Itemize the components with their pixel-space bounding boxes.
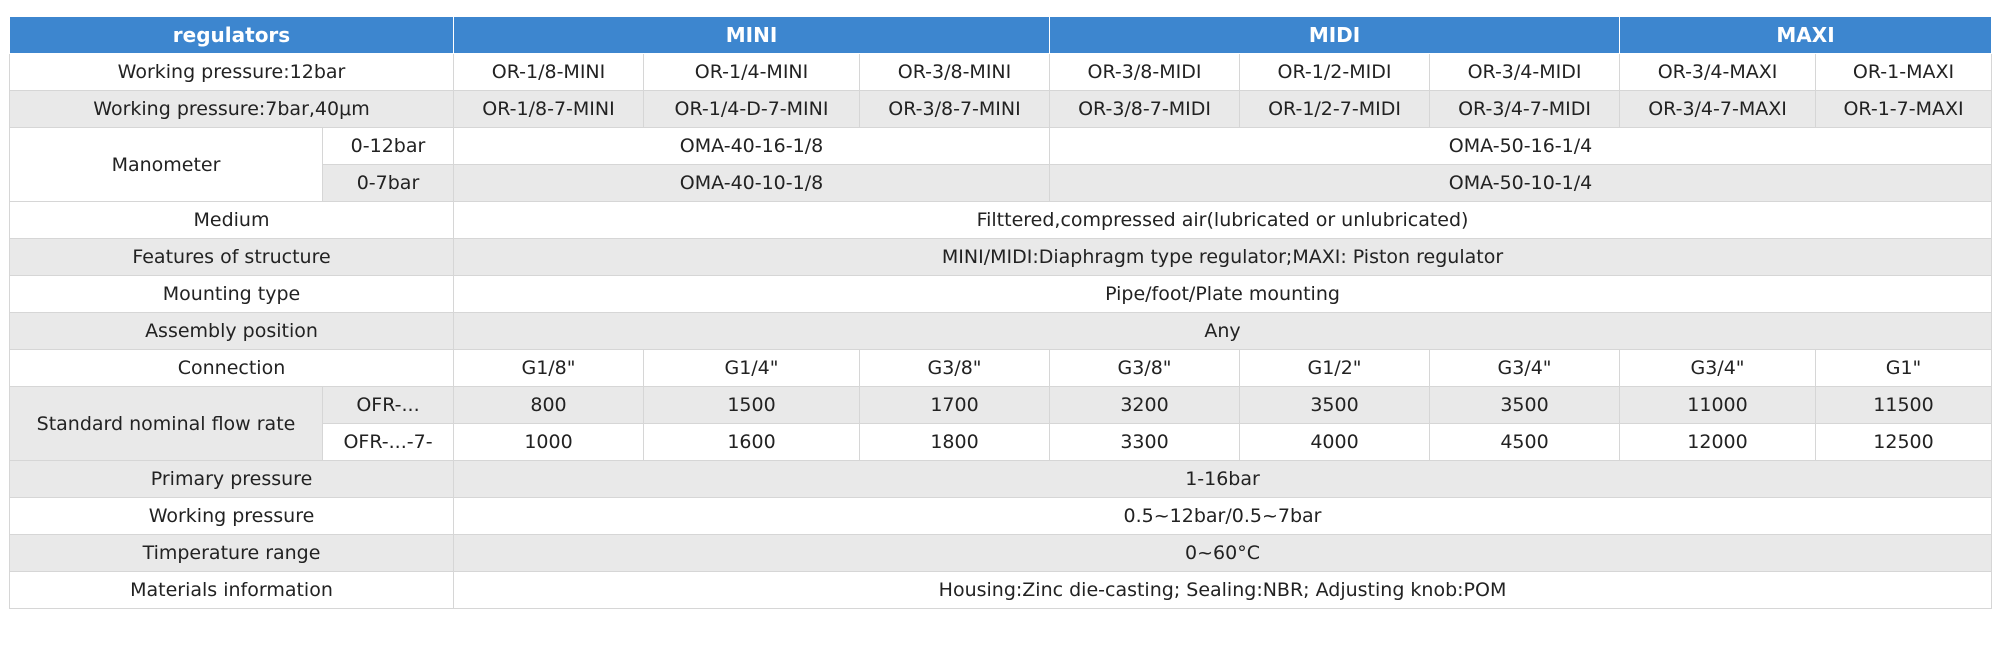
row-label: Connection (10, 350, 454, 387)
row-label: Working pressure:12bar (10, 54, 454, 91)
connection-cell: G3/4" (1620, 350, 1816, 387)
manometer-range: 0-12bar (323, 128, 454, 165)
regulator-spec-table (9, 16, 1992, 609)
row-assembly (10, 313, 1992, 350)
flow-cell: 12500 (1816, 424, 1992, 461)
flow-cell: 3200 (1050, 387, 1240, 424)
header-regulators: regulators (10, 17, 454, 54)
model-cell: OR-1/2-MIDI (1240, 54, 1430, 91)
row-label: Features of structure (10, 239, 454, 276)
flow-cell: 1700 (860, 387, 1050, 424)
row-working-pressure-7bar (10, 91, 1992, 128)
connection-cell: G3/8" (860, 350, 1050, 387)
row-mounting (10, 276, 1992, 313)
row-value: 1-16bar (454, 461, 1992, 498)
connection-cell: G1/8" (454, 350, 644, 387)
header-maxi: MAXI (1620, 17, 1992, 54)
manometer-label: Manometer (10, 128, 323, 202)
model-cell: OR-1/8-MINI (454, 54, 644, 91)
manometer-mini-value: OMA-40-10-1/8 (454, 165, 1050, 202)
row-label: Mounting type (10, 276, 454, 313)
model-cell: OR-3/4-MAXI (1620, 54, 1816, 91)
connection-cell: G1/4" (644, 350, 860, 387)
row-working-pressure (10, 498, 1992, 535)
model-cell: OR-1/4-MINI (644, 54, 860, 91)
flow-cell: 4500 (1430, 424, 1620, 461)
flow-variant-label: OFR-...-7- (323, 424, 454, 461)
header-mini: MINI (454, 17, 1050, 54)
flow-cell: 12000 (1620, 424, 1816, 461)
flow-cell: 1800 (860, 424, 1050, 461)
flow-cell: 1000 (454, 424, 644, 461)
model-cell: OR-1-7-MAXI (1816, 91, 1992, 128)
row-value: Housing:Zinc die-casting; Sealing:NBR; Adjusting knob:POM (454, 572, 1992, 609)
header-midi: MIDI (1050, 17, 1620, 54)
connection-cell: G3/4" (1430, 350, 1620, 387)
flow-cell: 3500 (1240, 387, 1430, 424)
header-row (10, 17, 1992, 54)
model-cell: OR-3/4-7-MIDI (1430, 91, 1620, 128)
model-cell: OR-3/4-7-MAXI (1620, 91, 1816, 128)
flow-cell: 3500 (1430, 387, 1620, 424)
row-primary-pressure (10, 461, 1992, 498)
flow-cell: 11000 (1620, 387, 1816, 424)
row-label: Primary pressure (10, 461, 454, 498)
model-cell: OR-1/8-7-MINI (454, 91, 644, 128)
row-label: Assembly position (10, 313, 454, 350)
row-features (10, 239, 1992, 276)
manometer-range: 0-7bar (323, 165, 454, 202)
manometer-midi-maxi-value: OMA-50-10-1/4 (1050, 165, 1992, 202)
model-cell: OR-1/2-7-MIDI (1240, 91, 1430, 128)
model-cell: OR-3/8-7-MIDI (1050, 91, 1240, 128)
row-label: Medium (10, 202, 454, 239)
row-value: Pipe/foot/Plate mounting (454, 276, 1992, 313)
model-cell: OR-3/4-MIDI (1430, 54, 1620, 91)
model-cell: OR-1/4-D-7-MINI (644, 91, 860, 128)
connection-cell: G3/8" (1050, 350, 1240, 387)
model-cell: OR-3/8-7-MINI (860, 91, 1050, 128)
flow-cell: 1600 (644, 424, 860, 461)
connection-cell: G1" (1816, 350, 1992, 387)
row-value: MINI/MIDI:Diaphragm type regulator;MAXI: Piston regulator (454, 239, 1992, 276)
flow-cell: 800 (454, 387, 644, 424)
row-temperature-range (10, 535, 1992, 572)
row-label: Timperature range (10, 535, 454, 572)
row-medium (10, 202, 1992, 239)
row-manometer-12bar (10, 128, 1992, 165)
manometer-midi-maxi-value: OMA-50-16-1/4 (1050, 128, 1992, 165)
row-connection (10, 350, 1992, 387)
row-label: Materials information (10, 572, 454, 609)
flow-variant-label: OFR-... (323, 387, 454, 424)
row-label: Working pressure (10, 498, 454, 535)
flow-cell: 1500 (644, 387, 860, 424)
row-value: 0~60°C (454, 535, 1992, 572)
row-value: Any (454, 313, 1992, 350)
row-materials (10, 572, 1992, 609)
flow-cell: 4000 (1240, 424, 1430, 461)
row-working-pressure-12bar (10, 54, 1992, 91)
model-cell: OR-3/8-MIDI (1050, 54, 1240, 91)
flow-cell: 11500 (1816, 387, 1992, 424)
manometer-mini-value: OMA-40-16-1/8 (454, 128, 1050, 165)
model-cell: OR-1-MAXI (1816, 54, 1992, 91)
connection-cell: G1/2" (1240, 350, 1430, 387)
row-label: Working pressure:7bar,40μm (10, 91, 454, 128)
model-cell: OR-3/8-MINI (860, 54, 1050, 91)
flow-cell: 3300 (1050, 424, 1240, 461)
row-flow-ofr (10, 387, 1992, 424)
row-value: Filttered,compressed air(lubricated or unlubricated) (454, 202, 1992, 239)
row-value: 0.5~12bar/0.5~7bar (454, 498, 1992, 535)
flow-rate-label: Standard nominal flow rate (10, 387, 323, 461)
